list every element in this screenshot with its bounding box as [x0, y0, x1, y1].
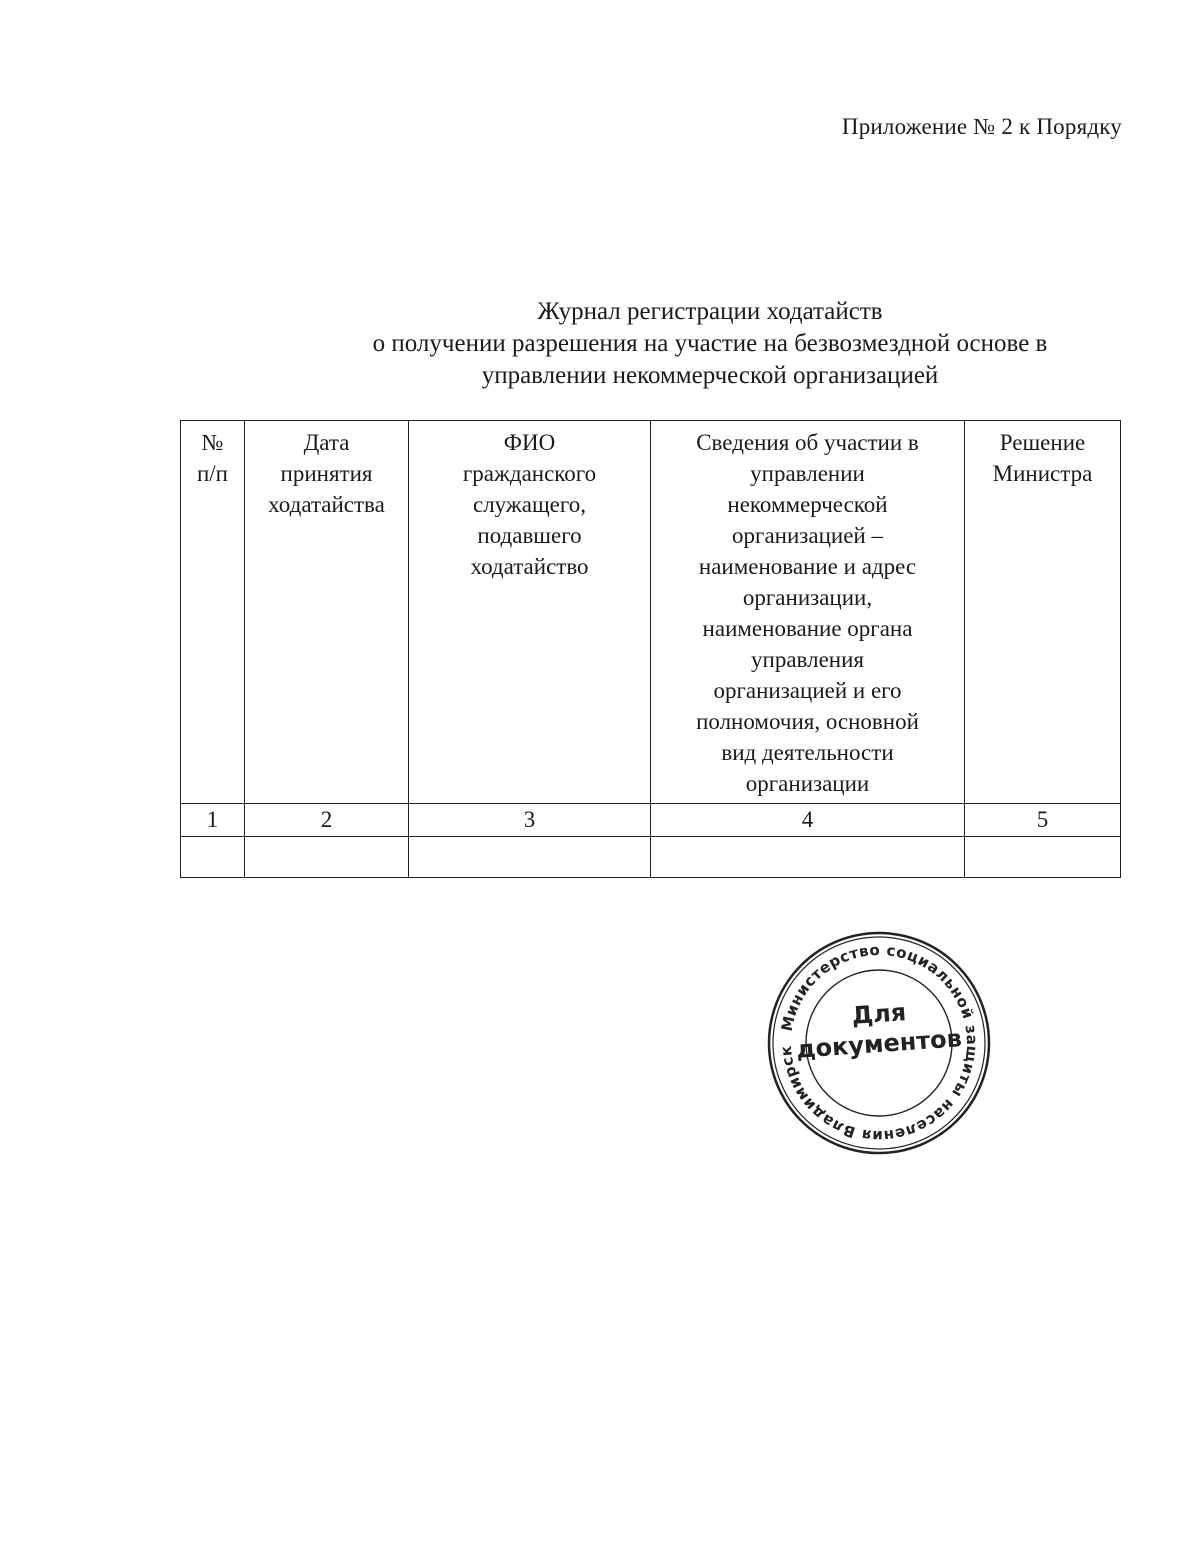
empty-cell [181, 837, 245, 878]
document-title [320, 296, 1100, 392]
appendix-caption: Приложение № 2 к Порядку [841, 114, 1122, 139]
empty-cell [651, 837, 965, 878]
official-seal [764, 928, 994, 1158]
column-number-cell: 3 [409, 804, 651, 837]
registration-journal-table [180, 420, 1121, 878]
title-line-2: о получении разрешения на участие на безвозмездной основе в [372, 330, 1048, 357]
title-line-1: Журнал регистрации ходатайств [537, 298, 883, 325]
header-cell-info: Сведения об участии в управлении некоммерческой организацией – наименование и адрес организации, наименование органа управления организацией и его полномочия, основной вид деятельности организации [651, 421, 965, 804]
column-number-cell: 1 [181, 804, 245, 837]
header-cell-date: Дата принятия ходатайства [245, 421, 409, 804]
column-number-cell: 2 [245, 804, 409, 837]
empty-cell [409, 837, 651, 878]
header-cell-number: № п/п [181, 421, 245, 804]
table-header-row [181, 421, 1121, 804]
header-cell-decision: Решение Министра [965, 421, 1121, 804]
empty-cell [245, 837, 409, 878]
empty-row [181, 837, 1121, 878]
column-number-cell: 5 [965, 804, 1121, 837]
title-line-3: управлении некоммерческой организацией [481, 362, 939, 389]
column-number-cell: 4 [651, 804, 965, 837]
seal-ring-text: Министерство социальной защиты населения Владимирск [776, 940, 982, 1146]
empty-cell [965, 837, 1121, 878]
column-number-row [181, 804, 1121, 837]
seal-center-line-1: Для [850, 998, 908, 1030]
header-cell-fio: ФИО гражданского служащего, подавшего ходатайство [409, 421, 651, 804]
seal-center-line-2: документов [795, 1024, 963, 1064]
